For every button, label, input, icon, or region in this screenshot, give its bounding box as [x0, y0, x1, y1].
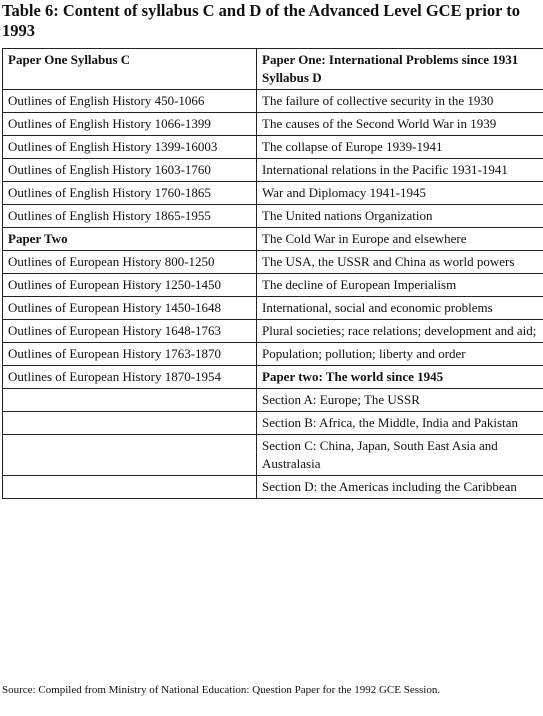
syllabus-d-cell: International, social and economic problems [257, 297, 543, 320]
syllabus-d-cell: The failure of collective security in the 1930 [257, 90, 543, 113]
syllabus-table [2, 48, 543, 499]
syllabus-c-cell: Outlines of European History 1870-1954 [3, 366, 257, 389]
table-row [3, 251, 543, 274]
syllabus-c-cell [3, 389, 257, 412]
syllabus-d-cell: Paper One: International Problems since 1931 Syllabus D [257, 49, 543, 90]
syllabus-c-cell: Outlines of European History 1648-1763 [3, 320, 257, 343]
table-row [3, 320, 543, 343]
syllabus-d-cell: The causes of the Second World War in 1939 [257, 113, 543, 136]
syllabus-d-cell: Section D: the Americas including the Caribbean [257, 476, 543, 499]
table-row [3, 49, 543, 90]
syllabus-d-cell: The Cold War in Europe and elsewhere [257, 228, 543, 251]
table-row [3, 343, 543, 366]
syllabus-c-cell: Outlines of English History 450-1066 [3, 90, 257, 113]
syllabus-d-cell: Section C: China, Japan, South East Asia and Australasia [257, 435, 543, 476]
syllabus-d-cell: Paper two: The world since 1945 [257, 366, 543, 389]
syllabus-table-body [3, 49, 543, 499]
syllabus-c-cell: Outlines of English History 1603-1760 [3, 159, 257, 182]
table-row [3, 136, 543, 159]
table-row [3, 389, 543, 412]
syllabus-d-cell: The United nations Organization [257, 205, 543, 228]
table-row [3, 205, 543, 228]
syllabus-d-cell: Section A: Europe; The USSR [257, 389, 543, 412]
table-row [3, 274, 543, 297]
syllabus-c-cell: Outlines of European History 1250-1450 [3, 274, 257, 297]
table-row [3, 182, 543, 205]
table-title: Table 6: Content of syllabus C and D of the Advanced Level GCE prior to 1993 [2, 1, 520, 40]
syllabus-c-cell: Outlines of European History 1763-1870 [3, 343, 257, 366]
syllabus-c-cell [3, 412, 257, 435]
table-row [3, 412, 543, 435]
table-row [3, 90, 543, 113]
table-row [3, 228, 543, 251]
syllabus-c-cell: Paper One Syllabus C [3, 49, 257, 90]
syllabus-c-cell: Outlines of European History 800-1250 [3, 251, 257, 274]
syllabus-d-cell: The collapse of Europe 1939-1941 [257, 136, 543, 159]
syllabus-d-cell: The USA, the USSR and China as world powers [257, 251, 543, 274]
syllabus-c-cell [3, 435, 257, 476]
syllabus-d-cell: Plural societies; race relations; development and aid; [257, 320, 543, 343]
table-row [3, 297, 543, 320]
syllabus-c-cell: Outlines of English History 1399-16003 [3, 136, 257, 159]
table-row [3, 159, 543, 182]
syllabus-d-cell: The decline of European Imperialism [257, 274, 543, 297]
syllabus-d-cell: War and Diplomacy 1941-1945 [257, 182, 543, 205]
syllabus-c-cell: Outlines of English History 1066-1399 [3, 113, 257, 136]
table-row [3, 366, 543, 389]
table-row [3, 113, 543, 136]
syllabus-d-cell: Section B: Africa, the Middle, India and Pakistan [257, 412, 543, 435]
syllabus-d-cell: International relations in the Pacific 1931-1941 [257, 159, 543, 182]
table-row [3, 435, 543, 476]
syllabus-c-cell: Outlines of English History 1865-1955 [3, 205, 257, 228]
syllabus-c-cell: Paper Two [3, 228, 257, 251]
syllabus-c-cell: Outlines of European History 1450-1648 [3, 297, 257, 320]
syllabus-c-cell: Outlines of English History 1760-1865 [3, 182, 257, 205]
syllabus-c-cell [3, 476, 257, 499]
source-note: Source: Compiled from Ministry of National Education: Question Paper for the 1992 GCE Session. [2, 684, 441, 696]
table-row [3, 476, 543, 499]
syllabus-d-cell: Population; pollution; liberty and order [257, 343, 543, 366]
